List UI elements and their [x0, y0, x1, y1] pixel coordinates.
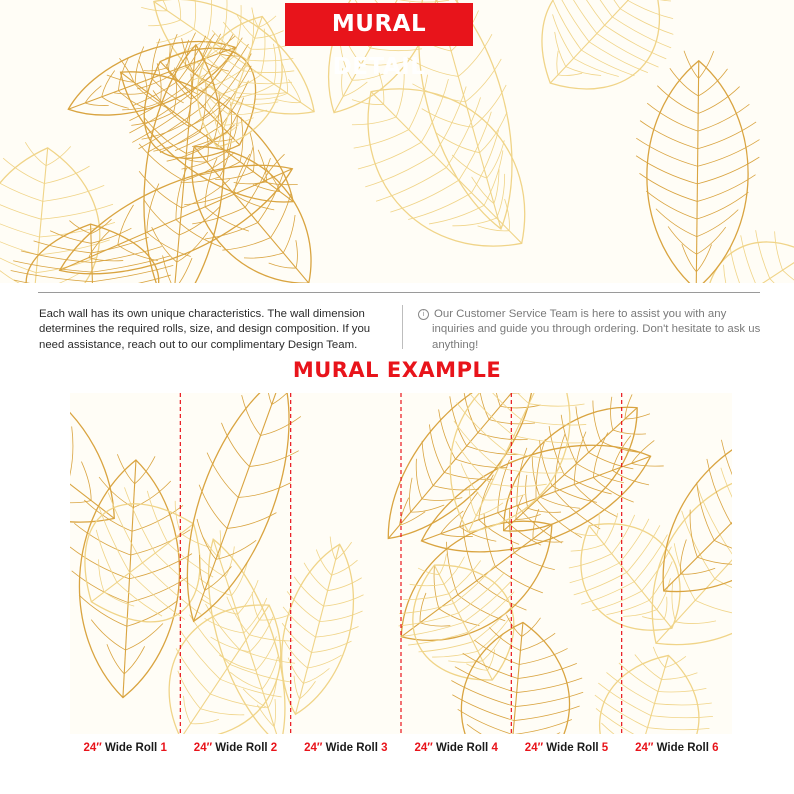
roll-label-2: [181, 742, 291, 754]
roll-label-6: [622, 742, 732, 754]
info-column-divider: [402, 305, 403, 349]
gold-leaf-pattern-example: [70, 393, 732, 734]
roll-word: Wide Roll: [322, 742, 382, 754]
section-divider: [38, 292, 760, 293]
roll-number: 6: [712, 742, 719, 754]
roll-labels: [70, 742, 732, 758]
roll-width: 24″: [524, 742, 544, 754]
roll-number: 2: [270, 742, 278, 754]
mural-example-image: [70, 393, 732, 734]
info-customer-service: [418, 307, 763, 353]
roll-width: 24″: [83, 742, 102, 754]
roll-width: 24″: [304, 742, 323, 754]
roll-word: Wide Roll: [432, 742, 492, 754]
mural-detail-badge: MURAL DETAIL: [285, 3, 473, 46]
roll-number: 4: [491, 742, 498, 754]
roll-word: Wide Roll: [101, 742, 161, 754]
roll-word: Wide Roll: [543, 742, 602, 754]
info-customer-service-rest: inquiries and guide you through ordering. Don't hesitate to ask us anything!: [432, 323, 761, 351]
roll-width: 24″: [193, 742, 213, 754]
mural-example-title: MURAL EXAMPLE: [292, 358, 502, 382]
mural-detail-image: [0, 0, 794, 283]
roll-width: 24″: [635, 742, 654, 754]
roll-label-1: [70, 742, 180, 754]
roll-number: 3: [381, 742, 388, 754]
roll-label-4: [401, 742, 511, 754]
roll-label-3: [291, 742, 401, 754]
roll-number: 5: [601, 742, 609, 754]
roll-word: Wide Roll: [212, 742, 271, 754]
info-circle-icon: i: [418, 309, 429, 320]
info-wall-characteristics: Each wall has its own unique characteristics. The wall dimension determines the required rolls, size, and design composition. If you need assistance, reach out to our complimentary Design Team.: [39, 308, 371, 351]
roll-label-5: [512, 742, 622, 754]
roll-number: 1: [160, 742, 167, 754]
roll-word: Wide Roll: [653, 742, 713, 754]
info-customer-service-line1: Our Customer Service Team is here to assist you with any: [434, 308, 727, 320]
roll-width: 24″: [414, 742, 433, 754]
